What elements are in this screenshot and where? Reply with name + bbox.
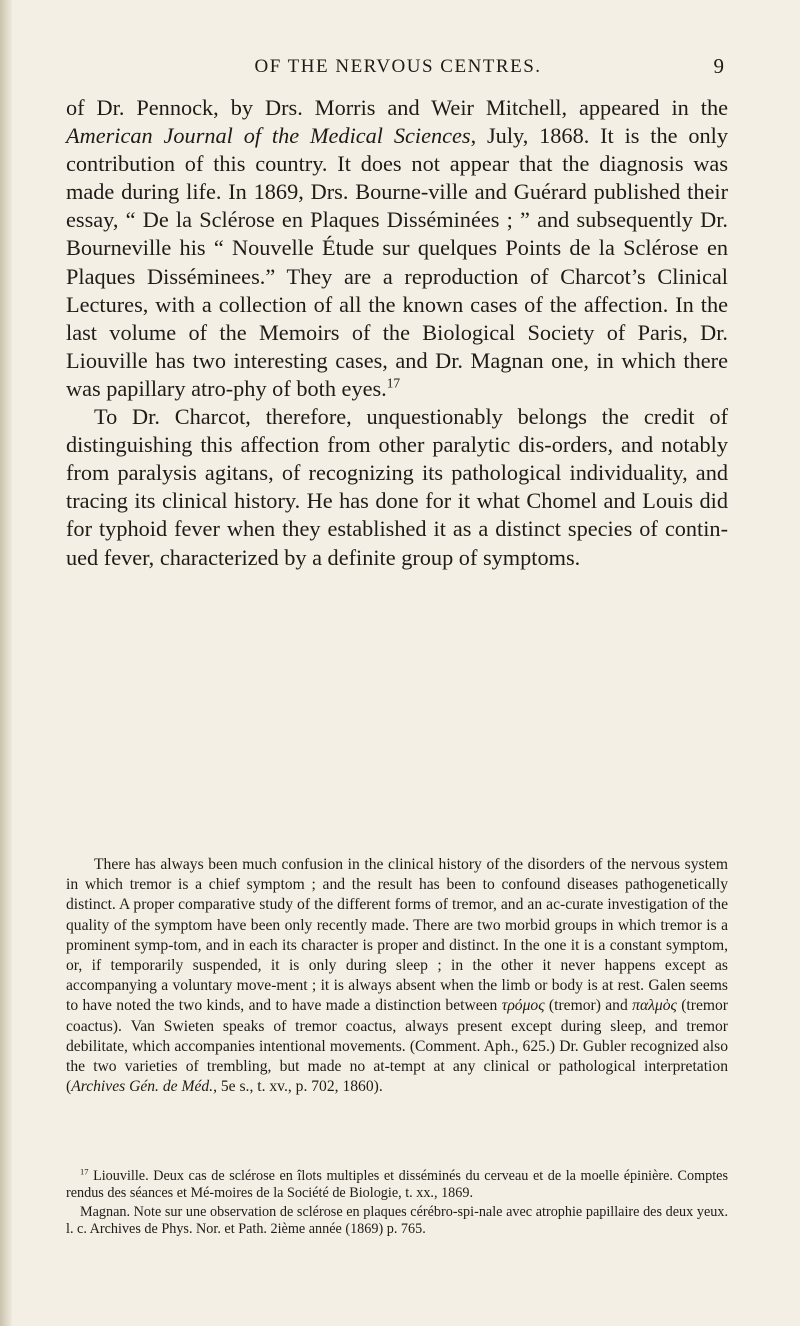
page-header [68, 56, 728, 86]
paragraph-1: of Dr. Pennock, by Drs. Morris and Weir Mitchell, appeared in the American Journal of the Medical Sciences, July, 1868. It is the only contribution of this country. It does not appear that the diagnosis was made during life. In 1869, Drs. Bourne-ville and Guérard published their essay, “ De la Sclérose en Plaques Disséminées ; ” and subsequently Dr. Bourneville his “ Nouvelle Étude sur quelques Points de la Sclérose en Plaques Disséminees.” They are a reproduction of Charcot’s Clinical Lectures, with a collection of all the known cases of the affection. In the last volume of the Memoirs of the Biological Society of Paris, Dr. Liouville has two interesting cases, and Dr. Magnan one, in which there was papillary atro-phy of both eyes.$^{17}$ [66, 95, 728, 401]
paragraph-2: To Dr. Charcot, therefore, unquestionably belongs the credit of distinguishing this affection from other paralytic dis-orders, and notably from paralysis agitans, of recognizing its pathological individuality, and tracing its clinical history. He has done for it what Chomel and Louis did for typhoid fever when they established it as a distinct species of contin-ued fever, characterized by a definite group of symptoms. [66, 404, 728, 570]
footnote-magnan: Magnan. Note sur une observation de sclérose en plaques cérébro-spi-nale avec atrophie papillaire des deux yeux. l. c. Archives de Phys. Nor. et Path. 2ième année (1869) p. 765. [66, 1204, 728, 1237]
journal-title: American Journal of the Medical Sciences [66, 123, 471, 149]
greek-term-palmos: παλμὸς [632, 997, 677, 1015]
note-paragraph: There has always been much confusion in the clinical history of the disorders of the nervous system in which tremor is a chief symptom ; and the result has been to confound diseases pathogenetically distinct. A proper comparative study of the different forms of tremor, and an ac-curate investigation of the quality of the symptom have been only recently made. There are two morbid groups in which tremor is a prominent symp-tom, and in each its character is proper and distinct. In the one it is a constant symptom, or, if temporarily suspended, it is only during sleep ; in the other it never happens except as accompanying a voluntary move-ment ; it is always absent when the limb or body is at rest. Galen seems to have noted the two kinds, and to have made a distinction between τρόμος (tremor) and παλμὸς (tremor coactus). Van Swieten speaks of tremor coactus, always present except during sleep, and tremor debilitate, which accompanies intentional movements. (Comment. Aph., 625.) Dr. Gubler recognized also the two varieties of trembling, but made no at-tempt at any clinical or pathological interpretation (Archives Gén. de Méd., 5e s., t. xv., p. 702, 1860). [66, 856, 728, 1096]
greek-term-tromos: τρόμος [501, 997, 545, 1015]
footnotes [66, 1168, 728, 1237]
archives-title: Archives Gén. de Méd. [71, 1078, 214, 1096]
page-edge [0, 0, 12, 1326]
page-number: 9 [713, 54, 724, 78]
footnote-reference: 17 [386, 375, 401, 391]
footnote-marker: 17 [80, 1166, 89, 1177]
small-print-note [66, 855, 728, 1097]
running-head: OF THE NERVOUS CENTRES. [254, 56, 542, 77]
main-text [66, 94, 728, 572]
footnote-17: $^{17}$ Liouville. Deux cas de sclérose en îlots multiples et disséminés du cerveau et de la moelle épinière. Comptes rendus des séances et Mé-moires de la Société de Biologie, t. xx., 1869. [66, 1166, 728, 1201]
